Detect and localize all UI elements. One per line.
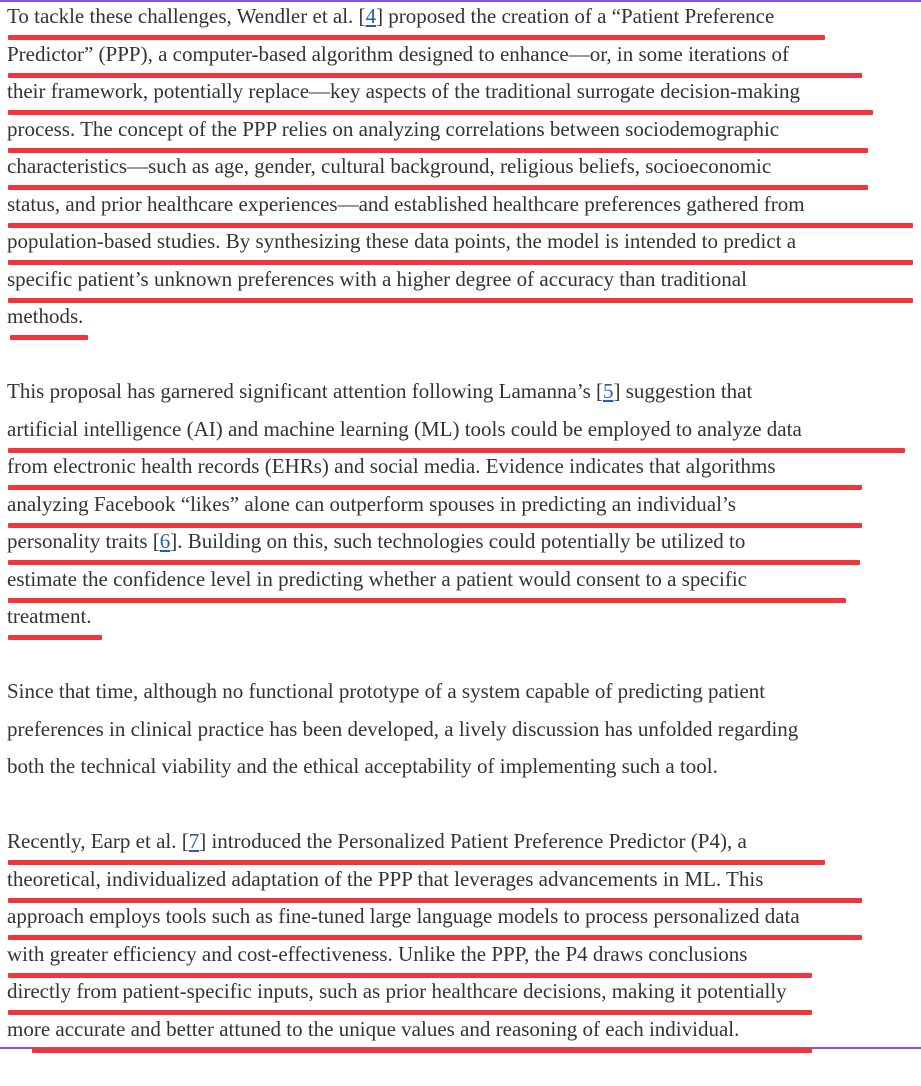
text-line xyxy=(7,523,919,561)
paragraph xyxy=(7,0,919,336)
text-line xyxy=(7,148,919,186)
text-segment: To tackle these challenges, Wendler et al. [ xyxy=(7,4,366,28)
red-underline-annotation xyxy=(10,335,88,340)
text-segment: population-based studies. By synthesizing these data points, the model is intended to predict a xyxy=(7,229,797,253)
text-segment: ]. Building on this, such technologies could potentially be utilized to xyxy=(170,529,746,553)
text-line xyxy=(7,673,919,711)
text-segment: estimate the confidence level in predicting whether a patient would consent to a specific xyxy=(7,566,747,591)
text-line xyxy=(7,1011,919,1049)
red-underline-annotation xyxy=(32,1048,812,1053)
text-segment: ] suggestion that xyxy=(613,379,753,403)
text-line xyxy=(7,973,919,1011)
text-segment: theoretical, individualized adaptation of the PPP that leverages advancements in ML. This xyxy=(7,866,764,891)
text-segment: analyzing Facebook “likes” alone can outperform spouses in predicting an individual’s xyxy=(7,491,736,516)
text-segment: treatment. xyxy=(7,604,92,628)
text-line xyxy=(7,261,919,299)
text-segment: from electronic health records (EHRs) and social media. Evidence indicates that algorithms xyxy=(7,454,776,478)
text-segment: Recently, Earp et al. [ xyxy=(7,829,189,853)
citation-link[interactable]: 6 xyxy=(159,529,171,553)
text-line xyxy=(7,448,919,486)
text-segment: directly from patient-specific inputs, such as prior healthcare decisions, making it potentially xyxy=(7,979,787,1003)
text-segment: preferences in clinical practice has been developed, a lively discussion has unfolded regarding xyxy=(7,716,799,741)
paragraph xyxy=(7,673,919,786)
text-segment: approach employs tools such as fine-tuned large language models to process personalized data xyxy=(7,904,800,928)
text-segment: artificial intelligence (AI) and machine learning (ML) tools could be employed to analyze data xyxy=(7,416,802,441)
text-segment: their framework, potentially replace—key aspects of the traditional surrogate decision-making xyxy=(7,79,801,103)
text-segment: methods. xyxy=(7,304,84,328)
red-underline-annotation xyxy=(8,635,102,640)
paragraph xyxy=(7,373,919,636)
text-line xyxy=(7,936,919,974)
text-segment: Predictor” (PPP), a computer-based algorithm designed to enhance—or, in some iterations of xyxy=(7,41,789,66)
text-line xyxy=(7,73,919,111)
text-line xyxy=(7,373,919,411)
text-segment: with greater efficiency and cost-effectiveness. Unlike the PPP, the P4 draws conclusions xyxy=(7,941,748,966)
text-line xyxy=(7,0,919,36)
text-segment: more accurate and better attuned to the unique values and reasoning of each individual. xyxy=(7,1016,740,1041)
text-line xyxy=(7,598,919,636)
paragraph xyxy=(7,823,919,1048)
text-segment: personality traits [ xyxy=(7,529,160,553)
text-line xyxy=(7,186,919,224)
article-body xyxy=(7,0,919,1086)
text-segment: process. The concept of the PPP relies on analyzing correlations between sociodemographic xyxy=(7,116,780,141)
text-line xyxy=(7,486,919,524)
text-segment: ] proposed the creation of a “Patient Preference xyxy=(376,4,775,28)
text-line xyxy=(7,898,919,936)
citation-link[interactable]: 4 xyxy=(365,4,377,28)
citation-link[interactable]: 5 xyxy=(603,379,614,403)
text-segment: characteristics—such as age, gender, cultural background, religious beliefs, socioeconomic xyxy=(7,154,772,178)
text-line xyxy=(7,748,919,786)
text-line xyxy=(7,861,919,899)
text-segment: specific patient’s unknown preferences with a higher degree of accuracy than traditional xyxy=(7,266,747,291)
text-line xyxy=(7,411,919,449)
text-line xyxy=(7,298,919,336)
text-line xyxy=(7,36,919,74)
citation-link[interactable]: 7 xyxy=(188,829,200,853)
text-segment: status, and prior healthcare experiences—and established healthcare preferences gathered from xyxy=(7,191,805,216)
text-segment: This proposal has garnered significant attention following Lamanna’s [ xyxy=(7,379,604,403)
text-line xyxy=(7,111,919,149)
text-line xyxy=(7,823,919,861)
text-segment: both the technical viability and the ethical acceptability of implementing such a tool. xyxy=(7,754,718,778)
text-line xyxy=(7,561,919,599)
text-line xyxy=(7,711,919,749)
text-segment: Since that time, although no functional prototype of a system capable of predicting patient xyxy=(7,679,766,703)
text-line xyxy=(7,223,919,261)
text-segment: ] introduced the Personalized Patient Preference Predictor (P4), a xyxy=(199,829,747,853)
